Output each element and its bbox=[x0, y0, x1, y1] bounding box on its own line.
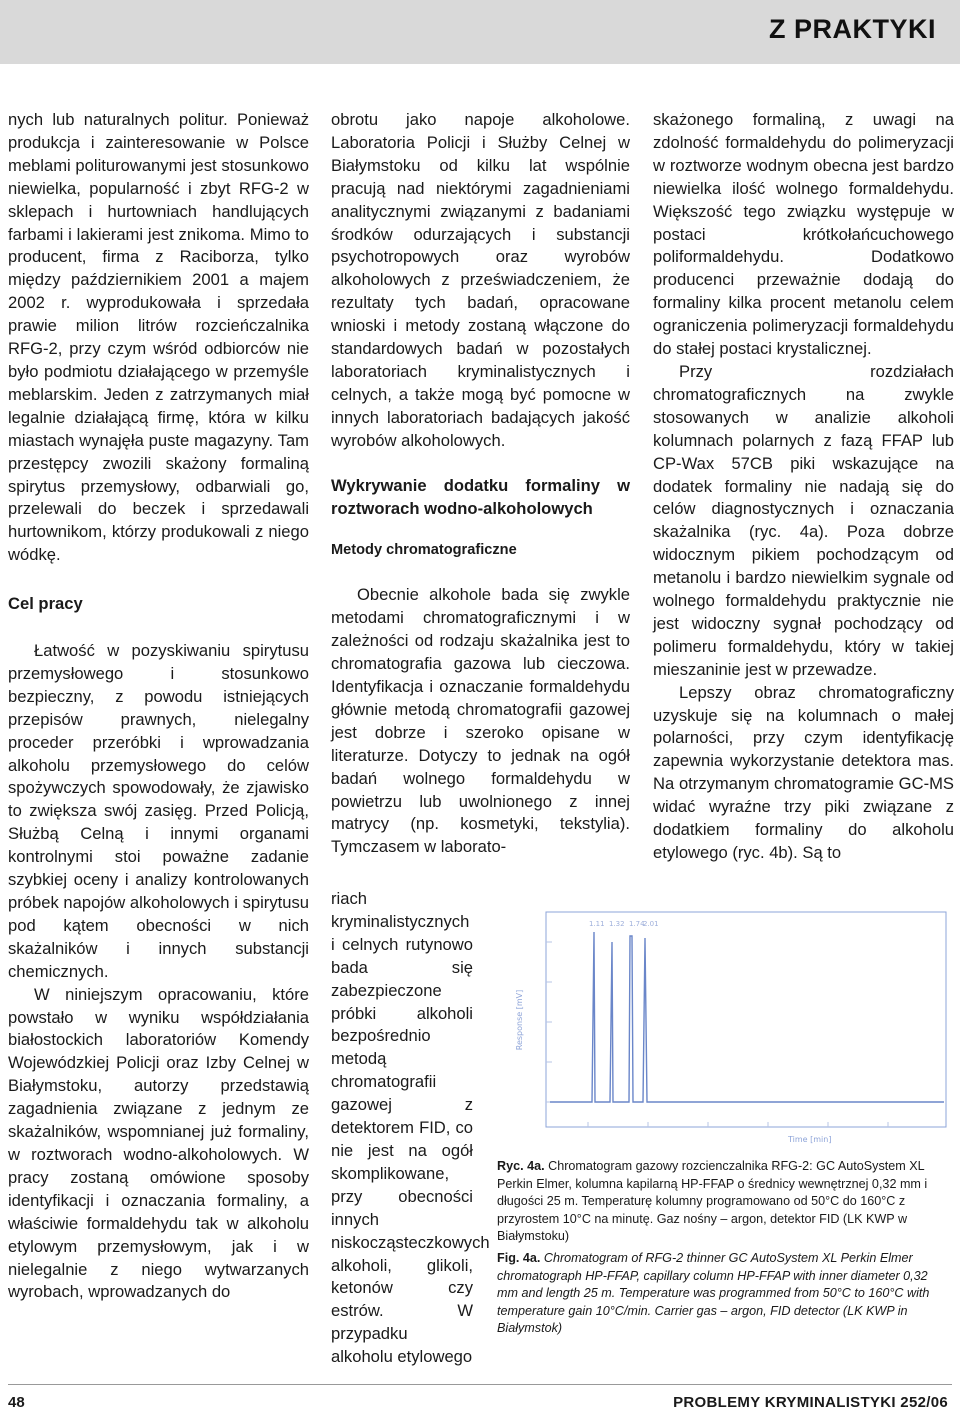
svg-text:2.01: 2.01 bbox=[643, 920, 659, 928]
journal-title: PROBLEMY KRYMINALISTYKI 252/06 bbox=[673, 1394, 948, 1411]
caption-text-pl: Chromatogram gazowy rozcienczalnika RFG-2: GC AutoSystem XL Perkin Elmer, kolumna kapilarną HP-FFAP o średnicy wewnętrznej 0,32 mm i długości 25 m. Temperaturę kolumny programowano od 50°C do 160°C z przyrostem 10°C na minutę. Gaz nośny – argon, detektor FID (LK KWP w Białymstoku) bbox=[497, 1159, 928, 1244]
paragraph: nych lub naturalnych politur. Ponieważ produkcja i zainteresowanie w Polsce meblami politurowanymi jest stosunkowo niewielka, popularność i zbyt RFG-2 w sklepach i hurtowniach handlujących farbami i lakierami jest znikoma. Mimo to producent, firma z Raciborza, tylko między październikiem 2001 a majem 2002 r. wyprodukowała i sprzedała prawie milion litrów rozcieńczalnika RFG-2, przy czym wśród odbiorców nie było podmiotu działającego w przemyśle meblarskim. Jeden z zatrzymanych miał legalnie działającą firmę, która w kilku miastach wynajęła puste magazyny. Tam przestępcy zwozili skażony formaliną spirytus przemysłowy, odbarwiali go, przelewali do beczek i sprzedawali hurtownikom, którzy produkowali z niego wódkę. bbox=[8, 110, 309, 565]
paragraph: Obecnie alkohole bada się zwykle metodami chromatograficznymi i w zależności od rodzaju skażalnika jest to chromatografia gazowa lub cieczowa. Identyfikacja i oznaczanie formaldehydu głównie metodą chromatografii gazowej jest dobrze i szeroko opisane w literaturze. Dotyczy to jednak na ogół badań wolnego formaldehydu w powietrzu lub uwolnionego z innej matrycy (np. kosmetyki, tekstylia). Tymczasem w laborato- bbox=[331, 585, 630, 857]
paragraph: obrotu jako napoje alkoholowe. Laboratoria Policji i Służby Celnej w Białymstoku od kilku lat wspólnie pracują nad niektórymi zagadnieniami analitycznymi związanymi z badaniami środków odurzających i substancji psychotropowych oraz wyrobów alkoholowych z przeświadczeniem, że rezultaty tych badań, opracowane wnioski i metody zostaną włączone do standardowych badań w pozostałych laboratoriach kryminalistycznych i celnych, a także mogą być pomocne w innych laboratoriach badających jakość wyrobów alkoholowych. bbox=[331, 110, 630, 450]
peak-labels bbox=[589, 920, 659, 928]
x-axis-label: Time [min] bbox=[788, 1135, 832, 1144]
figure-caption bbox=[497, 1158, 949, 1342]
caption-label-pl: Ryc. 4a. bbox=[497, 1159, 545, 1173]
plot-background bbox=[488, 902, 956, 1152]
paragraph: Łatwość w pozyskiwaniu spirytusu przemysłowego i stosunkowo bezpieczny, z powodu istniejących przepisów prawnych, nielegalny proceder przeróbki i wprowadzania alkoholu przemysłowego do celów spożywczych spowodowały, że zjawisko to zwiększa swój zasięg. Przed Policją, Służbą Celną i innymi organami kontrolnymi stoi poważne zadanie szybkiej oceny i analizy kontrolowanych próbek napojów alkoholowych i spirytusu pod kątem obecności w nich skażalników i innych substancji chemicznych. bbox=[8, 641, 309, 981]
footer-rule bbox=[8, 1384, 952, 1385]
paragraph: Przy rozdziałach chromatograficznych na zwykle stosowanych w analizie alkoholi kolumnach polarnych z fazą FFAP lub CP-Wax 57CB piki wskazujące na dodatek formaliny nie nadają się do celów diagnostycznych i oznaczania skażalnika (ryc. 4a). Poza dobrze widocznym pikiem pochodzącym od metanolu i bardzo niewielkim sygnale od wolnego formaldehydu praktycznie nie jest widoczny sygnał pochodzący od polimeru formaldehydu, który w takiej mieszaninie jest w przewadze. bbox=[653, 361, 954, 679]
caption-label-en: Fig. 4a. bbox=[497, 1250, 541, 1265]
svg-text:1.74: 1.74 bbox=[629, 920, 645, 928]
paragraph: Lepszy obraz chromatograficzny uzyskuje się na kolumnach o małej polarności, przy czym identyfikację zapewnia wykorzystanie detektora mas. Na otrzymanym chromatogramie GC-MS widać wyraźne trzy piki związane z dodatkiem formaliny do alkoholu etylowego (ryc. 4b). Są to bbox=[653, 682, 954, 862]
caption-english bbox=[497, 1250, 949, 1338]
subheading-metody: Metody chromatograficzne bbox=[331, 542, 517, 559]
paragraph: skażonego formaliną, z uwagi na zdolność formaldehydu do polimeryzacji w roztworze wodnym obecna jest bardzo niewielka ilość wolnego formaldehydu. Większość tego związku występuje w postaci krótkołańcuchowego poliformaldehydu. Dodatkowo producenci przeważnie dodają do formaliny kilka procent metanolu celem ograniczenia polimeryzacji formaldehydu do stałej postaci krystalicznej. bbox=[653, 110, 954, 359]
chromatogram-plot bbox=[488, 902, 956, 1152]
y-axis-label: Response [mV] bbox=[515, 989, 524, 1051]
caption-polish bbox=[497, 1158, 949, 1246]
svg-text:1.32: 1.32 bbox=[609, 920, 625, 928]
column-2 bbox=[331, 109, 630, 859]
column-1 bbox=[8, 109, 309, 1304]
chromatogram-figure bbox=[488, 902, 956, 1152]
svg-text:1.11: 1.11 bbox=[589, 920, 605, 928]
column-2-continuation bbox=[331, 888, 490, 1369]
column-3 bbox=[653, 109, 954, 865]
paragraph: riach kryminalistycznych i celnych rutynowo bada się zabezpieczone próbki alkoholi bezpośrednio metodą chromatografii gazowej z detektorem FID, co nie jest na ogół skomplikowane, przy obecności innych niskocząsteczkowych alkoholi, glikoli, ketonów czy estrów. W przypadku alkoholu etylowego bbox=[331, 889, 490, 1367]
page-number: 48 bbox=[8, 1394, 25, 1411]
caption-text-en: Chromatogram of RFG-2 thinner GC AutoSystem XL Perkin Elmer chromatograph HP-FFAP, capillary column HP-FFAP with inner diameter 0,32 mm and length 25 m. Temperature was programmed from 50°C to 160°C with temperature gain 10°C/min. Carrier gas – argon, FID detector (LK KWP in Białymstok) bbox=[497, 1250, 930, 1336]
section-heading-cel-pracy: Cel pracy bbox=[8, 594, 83, 614]
section-heading-wykrywanie: Wykrywanie dodatku formaliny w roztworach wodno-alkoholowych bbox=[331, 475, 630, 518]
paragraph: W niniejszym opracowaniu, które powstało w wyniku współdziałania białostockich laboratoriów Komendy Wojewódzkiej Policji oraz Izby Celnej w Białymstoku, autorzy przedstawią zagadnienia związane z jednym ze skażalników, wspomnianej już formaliny, w roztworach wodno-alkoholowych. W pracy zostaną omówione sposoby identyfikacji i oznaczania formaliny, a właściwie formaldehydu tak w alkoholu etylowym przemysłowym, jak i w nielegalnie z niego wytwarzanych wyrobach, wprowadzanych do bbox=[8, 984, 309, 1302]
section-title: Z PRAKTYKI bbox=[769, 14, 936, 44]
